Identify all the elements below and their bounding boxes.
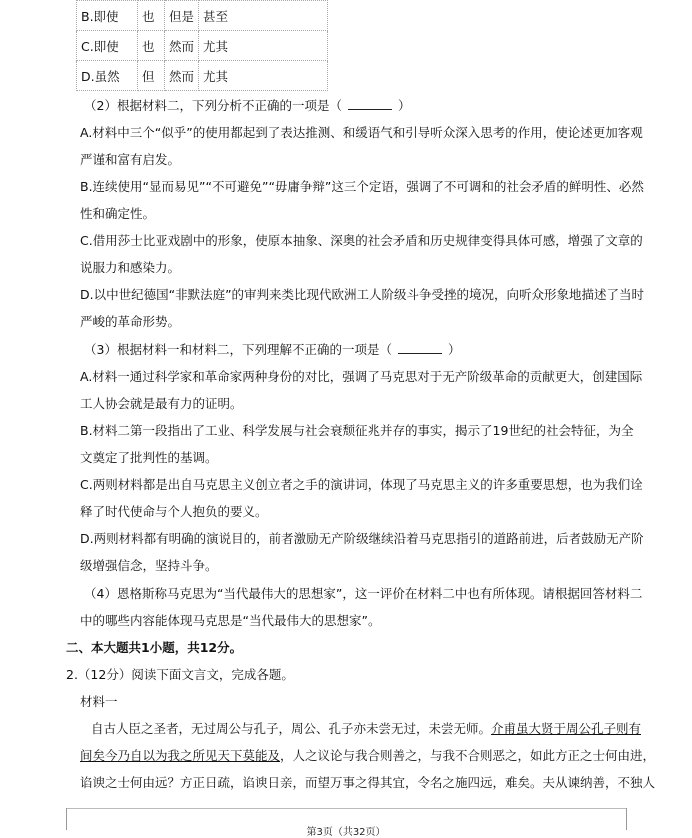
options-cell: 尤其: [199, 61, 328, 91]
answer-blank[interactable]: [348, 97, 392, 110]
options-cell: D.虽然: [77, 61, 138, 91]
q2-prompt: （2）根据材料二，下列分析不正确的一项是（ ）: [84, 98, 411, 113]
q3-option-a-line1: A.材料一通过科学家和革命家两种身份的对比，强调了马克思对于无产阶级革命的贡献更大，创建国际: [80, 369, 643, 384]
options-cell: 也: [138, 1, 165, 31]
q2-option-a-line2: 严谨和富有启发。: [80, 152, 181, 167]
answer-blank[interactable]: [398, 341, 442, 354]
passage-line3: 谄谀之士何由远？方正日疏，谄谀日亲，而望万事之得其宜，令名之施四远，难矣。夫从谏纳善，不独人: [80, 775, 656, 790]
options-cell: B.即使: [77, 1, 138, 31]
q2-option-b-line1: B.连续使用“显而易见”“不可避免”“毋庸争辩”这三个定语，强调了不可调和的社会矛盾的鲜明性、必然: [80, 179, 644, 194]
q3-option-c-line2: 释了时代使命与个人抱负的要义。: [80, 504, 268, 519]
options-row: [77, 31, 328, 61]
options-cell: 但: [138, 61, 165, 91]
options-row: [77, 1, 328, 31]
options-cell: 然而: [165, 31, 199, 61]
q3-option-a-line2: 工人协会就是最有力的证明。: [80, 396, 243, 411]
q2-option-c-line1: C.借用莎士比亚戏剧中的形象，使原本抽象、深奥的社会矛盾和历史规律变得具体可感，增强了文章的: [80, 233, 643, 248]
q3-option-b-line1: B.材料二第一段指出了工业、科学发展与社会衰颓征兆并存的事实，揭示了19世纪的社会特征，为全: [80, 423, 634, 438]
options-row: [77, 61, 328, 91]
q2-option-c-line2: 说服力和感染力。: [80, 260, 181, 275]
q3-option-c-line1: C.两则材料都是出自马克思主义创立者之手的演讲词，体现了马克思主义的许多重要思想，也为我们诠: [80, 477, 643, 492]
passage-line2: 间矣今乃自以为我之所见天下莫能及，人之议论与我合则善之，与我不合则恶之，如此方正之士何由进，: [80, 748, 656, 763]
q3-option-d-line1: D.两则材料都有明确的演说目的，前者激励无产阶级继续沿着马克思指引的道路前进，后者鼓励无产阶: [80, 531, 644, 546]
options-cell: 也: [138, 31, 165, 61]
q2-option-b-line2: 性和确定性。: [80, 206, 156, 221]
section-heading: 二、本大题共1小题，共12分。: [66, 640, 243, 655]
options-cell: 然而: [165, 61, 199, 91]
q2-option-a-line1: A.材料中三个“似乎”的使用都起到了表达推测、和缓语气和引导听众深入思考的作用，使论述更加客观: [80, 125, 643, 140]
passage-line1: 自古人臣之圣者，无过周公与孔子，周公、孔子亦未尝无过，未尝无师。介甫虽大贤于周公孔子则有: [91, 721, 642, 736]
options-cell: 但是: [165, 1, 199, 31]
question-2-title: 2.（12分）阅读下面文言文，完成各题。: [66, 667, 294, 682]
q2-option-d-line1: D.以中世纪德国“非默法庭”的审判来类比现代欧洲工人阶级斗争受挫的境况，向听众形象地描述了当时: [80, 287, 645, 302]
material-label: 材料一: [80, 694, 118, 709]
q3-option-b-line2: 文奠定了批判性的基调。: [80, 450, 218, 465]
q4-line2: 中的哪些内容能体现马克思是“当代最伟大的思想家”。: [80, 613, 381, 628]
footer-rule: [66, 808, 626, 809]
page-footer: 第3页（共32页）: [306, 827, 386, 838]
options-table: [76, 0, 328, 91]
options-cell: 甚至: [199, 1, 328, 31]
options-cell: C.即使: [77, 31, 138, 61]
options-cell: 尤其: [199, 31, 328, 61]
q3-prompt: （3）根据材料一和材料二，下列理解不正确的一项是（ ）: [84, 342, 461, 357]
q2-option-d-line2: 严峻的革命形势。: [80, 314, 181, 329]
q3-option-d-line2: 级增强信念，坚持斗争。: [80, 558, 218, 573]
q4-line1: （4）恩格斯称马克思为“当代最伟大的思想家”，这一评价在材料二中也有所体现。请根据回答材料二: [84, 586, 643, 601]
